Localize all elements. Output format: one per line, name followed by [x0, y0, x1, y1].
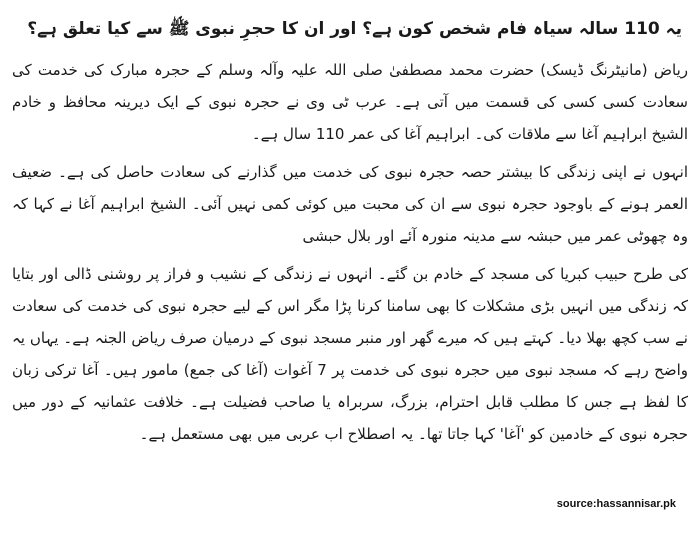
source-credit: source:hassannisar.pk: [556, 498, 676, 510]
article: [12, 14, 688, 456]
paragraph-service: انہوں نے اپنی زندگی کا بیشتر حصہ حجرہ نبوی کی خدمت میں گذارنے کی سعادت حاصل کی ہے۔ ضعیف العمر ہونے کے باوجود حجرہ نبوی سے ان کی محبت میں کوئی کمی نہیں آئی۔ الشیخ ابراہیم آغا نے کہا کہ وہ چھوٹی عمر میں حبشہ سے مدینہ منورہ آئے اور بلال حبشی: [12, 163, 688, 245]
paragraph-intro: ریاض (مانیٹرنگ ڈیسک) حضرت محمد مصطفیٰ صلی اللہ علیہ وآلہ وسلم کے حجرہ مبارک کی خدمت کی سعادت کسی کسی کی قسمت میں آتی ہے۔ عرب ٹی وی نے حجرہ نبوی کے ایک دیرینہ محافظ و خادم الشیخ ابراہیم آغا سے ملاقات کی۔ ابراہیم آغا کی عمر 110 سال ہے۔: [12, 61, 688, 143]
article-title: یہ 110 سالہ سیاہ فام شخص کون ہے؟ اور ان کا حجرِ نبوی ﷺ سے کیا تعلق ہے؟: [27, 19, 682, 39]
paragraph-aghawat: کی طرح حبیب کبریا کی مسجد کے خادم بن گئے۔ انہوں نے زندگی کے نشیب و فراز پر روشنی ڈالی اور بتایا کہ زندگی میں انہیں بڑی مشکلات کا بھی سامنا کرنا پڑا مگر اس کے لیے حجرہ نبوی کی خدمت کی سعادت نے سب کچھ بھلا دیا۔ کہتے ہیں کہ میرے گھر اور منبر مسجد نبوی کے درمیان صرف ریاض الجنہ ہے۔ یہاں یہ واضح رہے کہ مسجد نبوی میں حجرہ نبوی کی خدمت پر 7 آغوات (آغا کی جمع) مامور ہیں۔ آغا ترکی زبان کا لفظ ہے جس کا مطلب قابل احترام، بزرگ، سربراہ یا صاحب فضیلت ہے۔ خلافت عثمانیہ کے دور میں حجرہ نبوی کے خادمین کو 'آغا' کہا جاتا تھا۔ یہ اصطلاح اب عربی میں بھی مستعمل ہے۔: [12, 265, 689, 443]
